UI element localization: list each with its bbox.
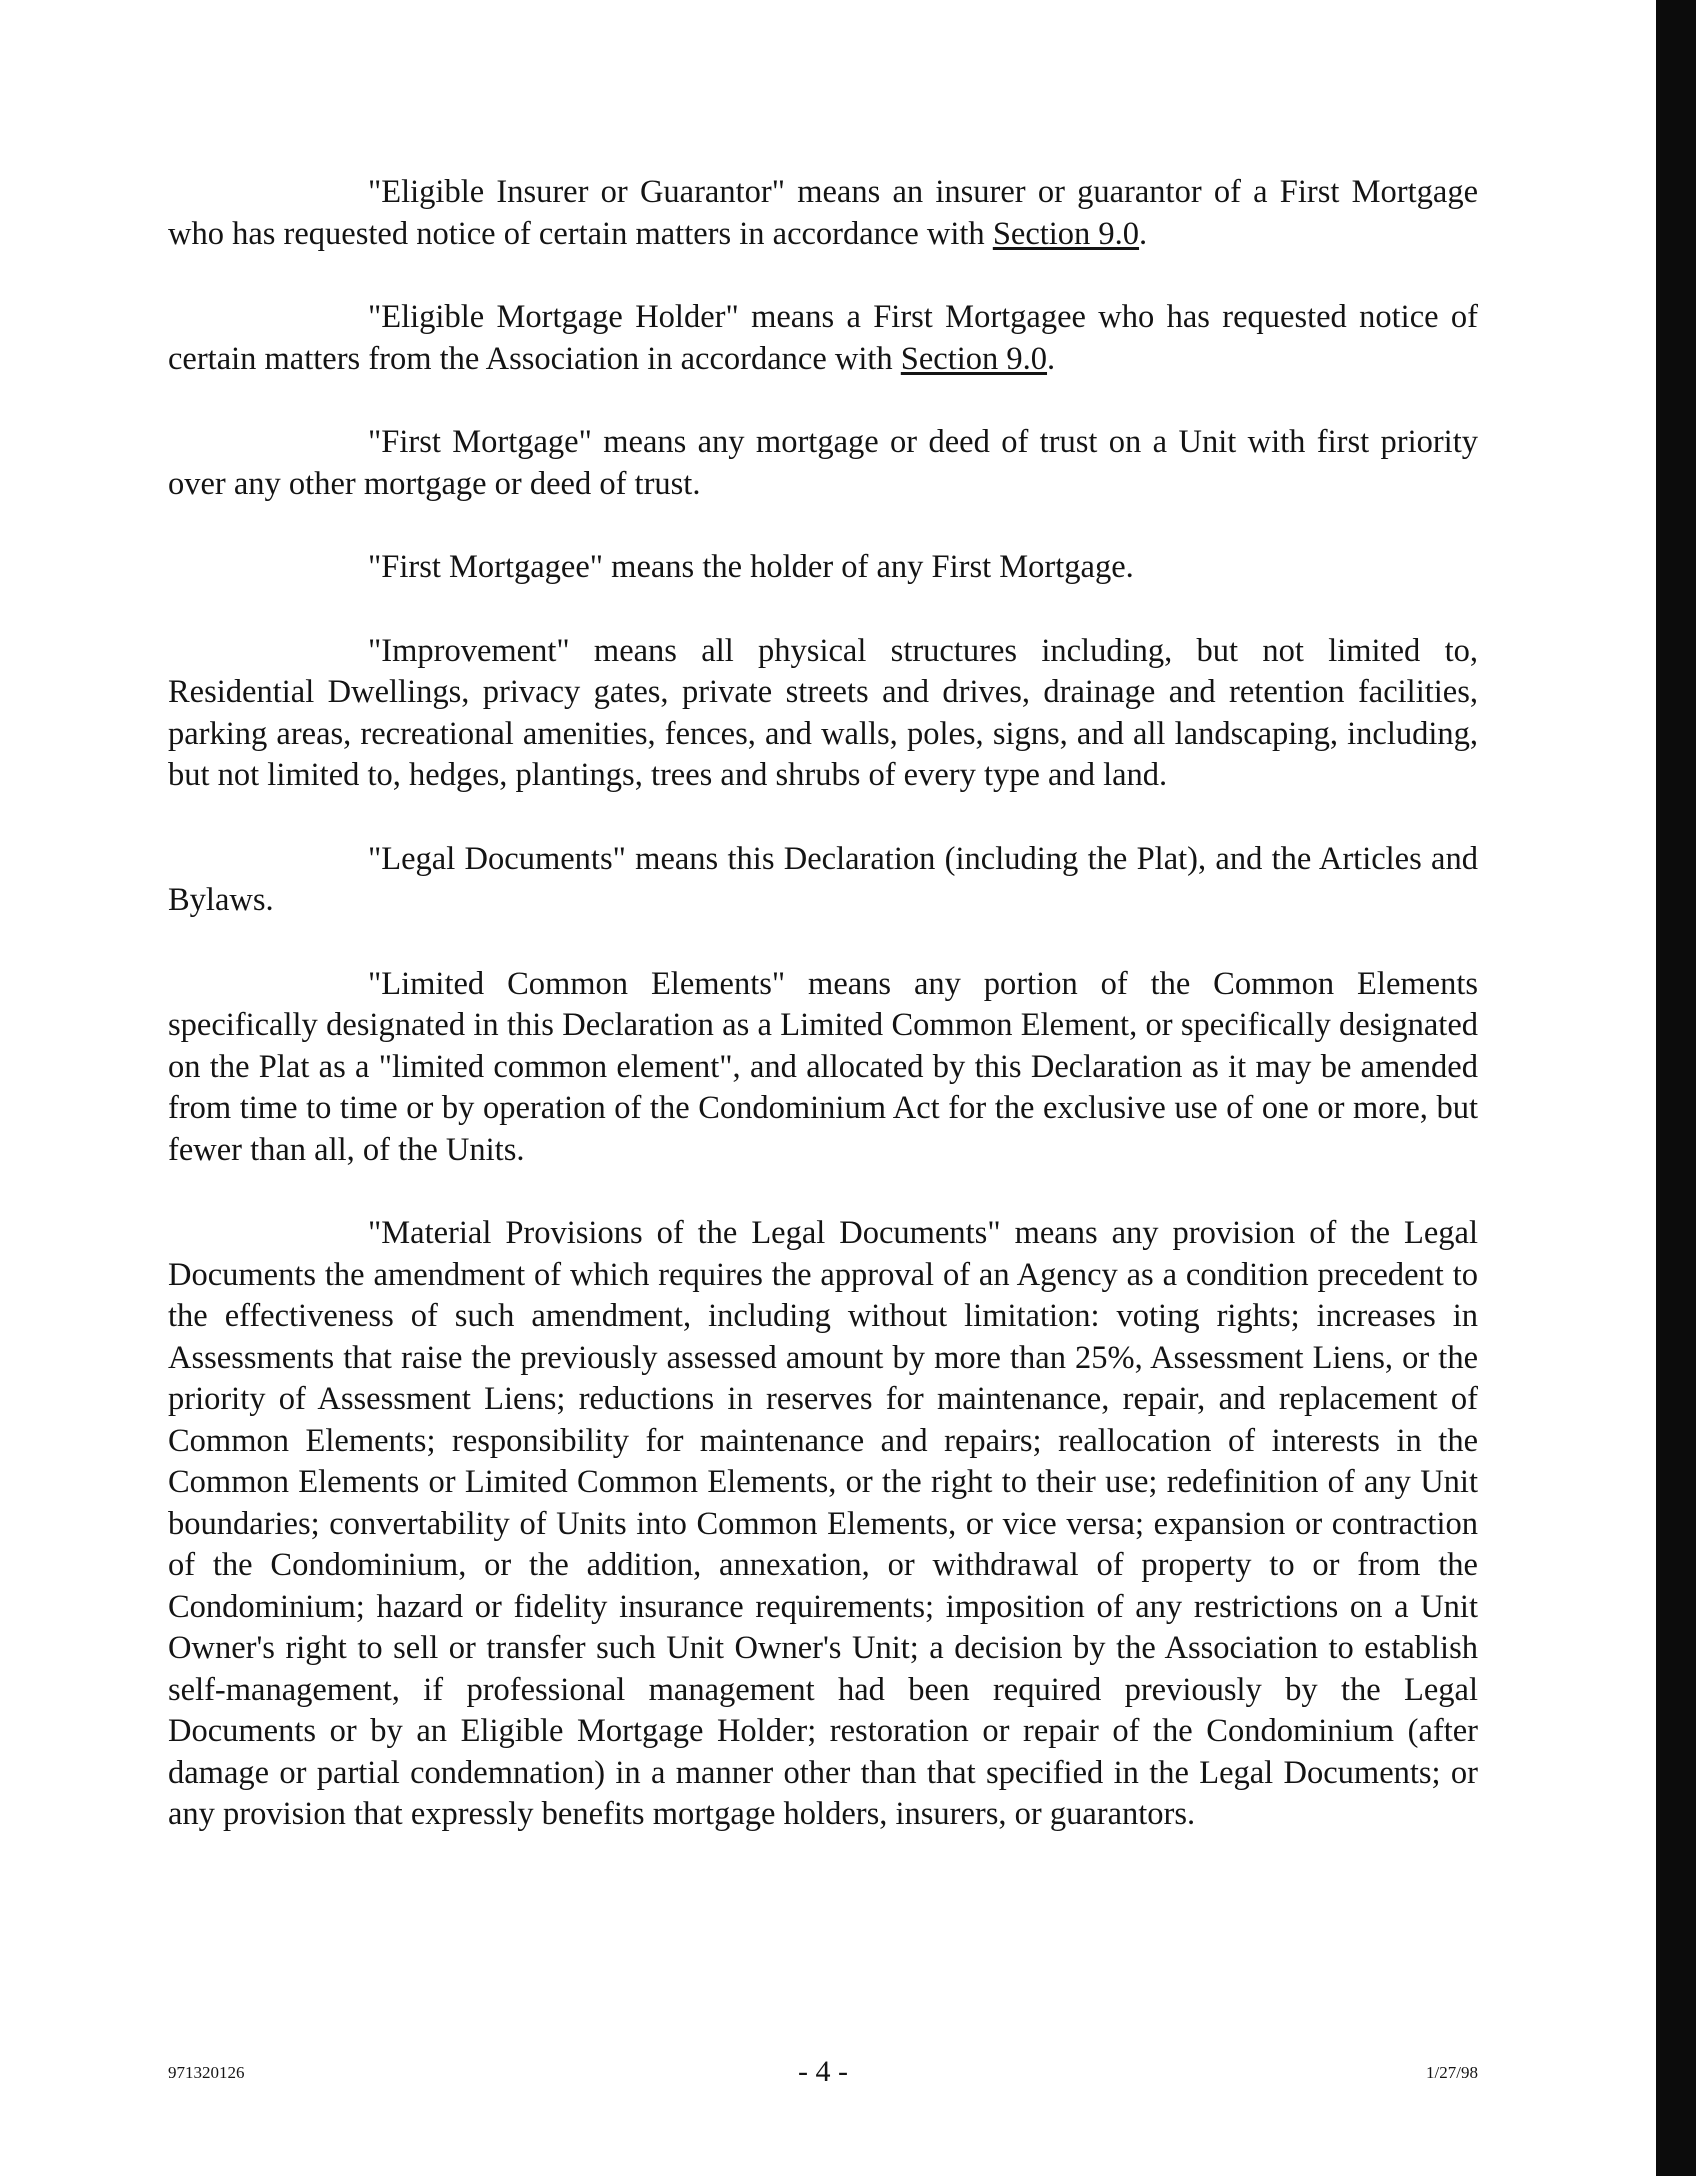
definition-legal-documents	[168, 839, 1478, 922]
section-reference: Section 9.0	[992, 215, 1140, 252]
page-number: - 4 -	[798, 2055, 848, 2088]
document-number: 971320126	[168, 2063, 245, 2082]
paragraph-text: "Eligible Insurer or Guarantor" means an insurer or guarantor of a First Mortgage who has requested notice of certain matters in accordance with	[168, 174, 1478, 252]
document-date: 1/27/98	[1426, 2063, 1478, 2082]
paragraph-text: "Legal Documents" means this Declaration (including the Plat), and the Articles and Bylaws.	[168, 840, 1478, 918]
section-reference: Section 9.0	[900, 340, 1048, 377]
scan-edge-border	[1656, 0, 1696, 2176]
document-body	[168, 172, 1478, 1878]
definition-eligible-mortgage-holder	[168, 297, 1478, 380]
definition-eligible-insurer-or-guarantor	[168, 172, 1478, 255]
definition-limited-common-elements	[168, 964, 1478, 1172]
paragraph-text: "Material Provisions of the Legal Documents" means any provision of the Legal Documents the amendment of which requires the approval of an Agency as a condition precedent to the effectiveness of such amendment, including without limitation: voting rights; increases in Assessments that raise the previously assessed amount by more than 25%, Assessment Liens, or the priority of Assessment Liens; reductions in reserves for maintenance, repair, and replacement of Common Elements; responsibility for maintenance and repairs; reallocation of interests in the Common Elements or Limited Common Elements, or the right to their use; redefinition of any Unit boundaries; convertability of Units into Common Elements, or vice versa; expansion or contraction of the Condominium, or the addition, annexation, or withdrawal of property to or from the Condominium; hazard or fidelity insurance requirements; imposition of any restrictions on a Unit Owner's right to sell or transfer such Unit Owner's Unit; a decision by the Association to establish self-management, if professional management had been required previously by the Legal Documents or by an Eligible Mortgage Holder; restoration or repair of the Condominium (after damage or partial condemnation) in a manner other than that specified in the Legal Documents; or any provision that expressly benefits mortgage holders, insurers, or guarantors.	[168, 1215, 1478, 1832]
paragraph-text: "First Mortgagee" means the holder of any First Mortgage.	[368, 549, 1134, 585]
paragraph-text: "Eligible Mortgage Holder" means a First Mortgagee who has requested notice of certain matters from the Association in accordance with	[168, 299, 1478, 377]
paragraph-text: .	[1139, 215, 1148, 252]
definition-improvement	[168, 631, 1478, 797]
page-footer	[168, 2055, 1478, 2095]
paragraph-text: .	[1047, 340, 1056, 377]
paragraph-text: "Improvement" means all physical structures including, but not limited to, Residential Dwellings, privacy gates, private streets and drives, drainage and retention facilities, parking areas, recreational amenities, fences, and walls, poles, signs, and all landscaping, including, but not limited to, hedges, plantings, trees and shrubs of every type and land.	[168, 632, 1478, 793]
definition-material-provisions	[168, 1213, 1478, 1836]
definition-first-mortgagee	[168, 547, 1478, 589]
paragraph-text: "First Mortgage" means any mortgage or deed of trust on a Unit with first priority over any other mortgage or deed of trust.	[168, 424, 1478, 502]
paragraph-text: "Limited Common Elements" means any portion of the Common Elements specifically designated in this Declaration as a Limited Common Element, or specifically designated on the Plat as a "limited common element", and allocated by this Declaration as it may be amended from time to time or by operation of the Condominium Act for the exclusive use of one or more, but fewer than all, of the Units.	[168, 965, 1478, 1168]
definition-first-mortgage	[168, 422, 1478, 505]
